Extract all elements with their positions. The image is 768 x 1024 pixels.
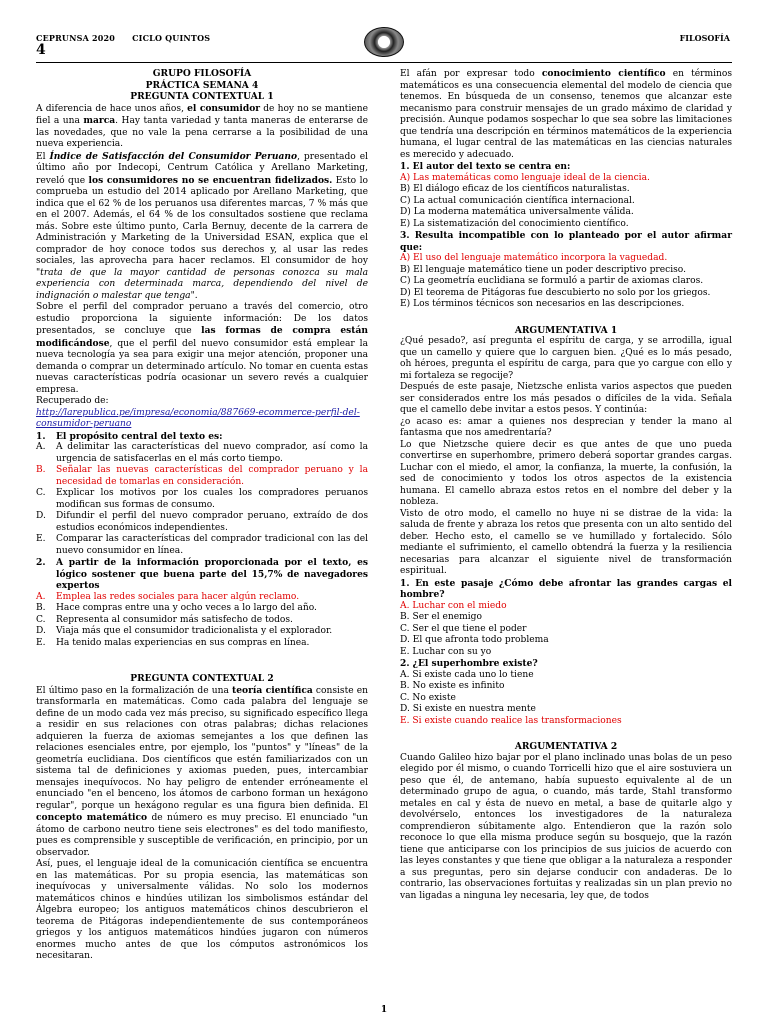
option-c: C. No existe <box>400 692 456 703</box>
option-b-answer: B. Señalar las nuevas características del comprador peruano y la necesidad de tomarlas en consideración. <box>36 465 368 487</box>
university-seal-logo <box>364 27 404 57</box>
pc1-paragraph-2: El Índice de Satisfacción del Consumidor Peruano, presentado el último año por Indecopi, Centrum Católica y Arellano Marketing, reveló que los consumidores no se encuentran fidelizados. Esto lo comprueba un estudio del 2014 aplicado por Arellano Marketing, que indica que el 62 % de los peruanos usa diferentes marcas, 7 % más que en el 2007. Además, el 64 % de los consultados sostiene que reclama más. Sobre este último punto, Carla Bernuy, decente de la carrera de Administración y Marketing de la Universidad ESAN, explica que el comprador de hoy conoce todos sus derechos y, al usar las redes sociales, las aprovecha para hacer reclamos. El consumidor de hoy "trata de que la mayor cantidad de personas conozca su mala experiencia con determinada marca, dependiendo del nivel de indignación o malestar que tenga". <box>36 150 369 301</box>
option-a-answer: A) El uso del lenguaje matemático incorpora la vaguedad. <box>400 253 668 263</box>
header-subject: FILOSOFÍA <box>679 33 730 43</box>
pc1-question-2: 2. A partir de la información proporcionada por el texto, es lógico sostener que buena parte del 15,7% de navegadores expertos <box>36 557 368 591</box>
arg1-paragraph-1: ¿Qué pesado?, así pregunta el espíritu de carga, y se arrodilla, igual que un camello y quiere que lo carguen bien. ¿Qué es lo más pesado, oh héroes, pregunta el espíritu de carga, para que yo cargue con ello y mi fortaleza se regocije? <box>400 336 732 381</box>
recovered-label: Recuperado de: <box>36 396 109 406</box>
pc2-paragraph-2: Así, pues, el lenguaje ideal de la comunicación científica se encuentra en las matemáticas. Por su propia esencia, las matemáticas son inequívocas y universalmente válidas. No solo los modernos matemáticos chinos e hindúes utilizan los simbolismos estándar del Álgebra europeo; los antiguos matemáticos chinos descubrieron el teorema de Pitágoras independientemente de sus contemporáneos griegos y los antiguos matemáticos hindúes jugaron con números enormes mucho antes de que los cómputos astronómicos los necesitaran. <box>36 859 368 961</box>
option-e: E. Luchar con su yo <box>400 646 492 657</box>
arg1-heading: ARGUMENTATIVA 1 <box>514 324 618 336</box>
option-d: D. Si existe en nuestra mente <box>400 704 536 714</box>
arg1-question-1: 1. En este pasaje ¿Cómo debe afrontar las grandes cargas el hombre? <box>400 577 733 600</box>
option-b: B. Hace compras entre una y ocho veces a lo largo del año. <box>36 603 317 613</box>
source-link[interactable]: http://larepublica.pe/impresa/economia/887669-ecommerce-perfil-del-consumidor-peruano <box>36 407 360 429</box>
option-e: E) Los términos técnicos son necesarios en las descripciones. <box>400 299 685 309</box>
pc1-heading: PREGUNTA CONTEXTUAL 1 <box>130 91 274 102</box>
header-cycle: CICLO QUINTOS <box>132 33 211 43</box>
practice-title: PRÁCTICA SEMANA 4 <box>145 79 259 91</box>
arg1-paragraph-2: Después de este pasaje, Nietzsche enlista varios aspectos que pueden ser considerados entre los más pesados o difíciles de la vida. Señala que el camello debe invitar a estos pesos. Y continúa: <box>400 382 732 415</box>
option-c: C. Ser el que tiene el poder <box>400 623 527 634</box>
arg1-paragraph-4: Lo que Nietzsche quiere decir es que antes de que uno pueda convertirse en superhombre, primero deberá soportar grandes cargas. Luchar con el miedo, el amor, la confianza, la muerte, la confusión, la sed de conocimiento y todos los otros aspectos de la existencia humana. El camello abraza estos retos en el nombre del deber y la nobleza. <box>400 439 732 507</box>
option-e: E) La sistematización del conocimiento científico. <box>400 218 629 229</box>
arg2-paragraph-1: Cuando Galileo hizo bajar por el plano inclinado unas bolas de un peso elegido por él mismo, o cuando Torricelli hizo que el aire sostuviera un peso que él, de antemano, había supuesto equivalente al de un determinado grupo de agua, o cuando, más tarde, Stahl transformo metales en cal y ésta de nuevo en metal, a base de quitarle algo y devolvérselo, entonces los investigadores de la naturaleza comprendieron súbitamente algo. Entendieron que la razón solo reconoce lo que ella misma produce según su bosquejo, que la razón tiene que anticiparse con los principios de sus juicios de acuerdo con las leyes constantes y que tiene que obligar a la naturaleza a responder a sus preguntas, pero sin dejarse conducir con andaderas. De lo contrario, las observaciones fortuitas y realizadas sin un plan previo no van ligadas a ninguna ley necesaria, ley que, de todos <box>400 752 732 901</box>
header-institution: CEPRUNSA 2020 <box>36 33 116 43</box>
pc1-paragraph-1: A diferencia de hace unos años, el consumidor de hoy no se mantiene fiel a una marca. Hay tanta variedad y tanta maneras de enterarse de las novedades, que no vale la pena cerrarse a la posibilidad de una nueva experiencia. <box>36 102 368 149</box>
option-d: D) El teorema de Pitágoras fue descubierto no solo por los griegos. <box>400 287 711 298</box>
pc1-question-1: 1. El propósito central del texto es: <box>36 430 223 442</box>
option-a: A. Si existe cada uno lo tiene <box>400 669 534 680</box>
option-a-answer: A. Emplea las redes sociales para hacer algún reclamo. <box>36 591 300 602</box>
option-a-answer: A) Las matemáticas como lenguaje ideal de la ciencia. <box>400 172 650 183</box>
option-c: C. Explicar los motivos por los cuales los compradores peruanos modifican sus formas de consumo. <box>36 488 368 510</box>
pc2-paragraph-1: El último paso en la formalización de una teoría científica consiste en transformarla en matemáticas. Como cada palabra del lenguaje se define de un modo cada vez más preciso, su significado específico llega a residir en sus relaciones con otras palabras; dichas relaciones adquieren la fuerza de axiomas semejantes a los que definen las relaciones esenciales entre, por ejemplo, los "puntos" y "líneas" de la geometría euclidiana. Dos científicos que estén familiarizados con un sistema tal de definiciones y axiomas pueden, pues, intercambiar mensajes inequívocos. No hay peligro de entender erróneamente el enunciado "en el benceno, los átomos de carbono forman un hexágono regular", porque un hexágono regular es una figura bien definida. El concepto matemático de número es muy preciso. El enunciado "un átomo de carbono neutro tiene seis electrones" es del todo manifiesto, pues es comprensible y susceptible de verificación, en principio, por un observador. <box>36 684 368 858</box>
pc2-heading: PREGUNTA CONTEXTUAL 2 <box>130 673 274 684</box>
pc2-question-3: 3. Resulta incompatible con lo planteado por el autor afirmar que: <box>400 230 732 253</box>
pc1-q2-options <box>36 592 368 650</box>
option-b: B) El lenguaje matemático tiene un poder descriptivo preciso. <box>400 264 686 275</box>
option-a-answer: A. Luchar con el miedo <box>400 600 507 611</box>
option-d: D. Difundir el perfil del nuevo comprador peruano, extraído de dos estudios económicos independientes. <box>36 511 368 533</box>
option-e: E. Ha tenido malas experiencias en sus compras en línea. <box>36 637 310 648</box>
option-d: D. El que afronta todo problema <box>400 635 549 645</box>
option-b: B. Ser el enemigo <box>400 612 482 622</box>
group-title: GRUPO FILOSOFÍA <box>152 68 252 79</box>
option-d: D) La moderna matemática universalmente válida. <box>400 207 634 217</box>
pc1-paragraph-3: Sobre el perfil del comprador peruano a través del comercio, otro estudio proporciona la siguiente información: De los datos presentados, se concluye que las formas de compra están modificándose, que el perfil del nuevo consumidor está emplear la nueva tecnología ya sea para exigir una mejor atención, proponer una demanda o comprar un determinado artículo. No tomar en cuenta estas nuevas características podría ocasionar un severo revés a cualquier empresa. <box>36 302 368 395</box>
header-divider <box>36 62 732 63</box>
arg1-paragraph-5: Visto de otro modo, el camello no huye ni se distrae de la vida: la saluda de frente y abraza los retos que presenta con un alto sentido del deber. Hecho esto, el camello se ve humillado y fortalecido. Sólo mediante el sufrimiento, el camello obtendrá la fuerza y la resiliencia necesarias para alcanzar el siguiente nivel de transformación espiritual. <box>400 508 732 576</box>
option-e-answer: E. Si existe cuando realice las transformaciones <box>400 715 622 726</box>
arg1-question-2: 2. ¿El superhombre existe? <box>400 658 538 669</box>
option-c: C. Representa al consumidor más satisfecho de todos. <box>36 614 293 625</box>
header-left <box>36 33 224 43</box>
pc2-question-1: 1. El autor del texto se centra en: <box>400 161 571 172</box>
header-number: 4 <box>36 42 46 58</box>
option-b: B. No existe es infinito <box>400 681 505 691</box>
arg2-heading: ARGUMENTATIVA 2 <box>514 741 618 752</box>
left-column <box>36 68 368 963</box>
pc2-paragraph-3: El afán por expresar todo conocimiento científico en términos matemáticos es una consecuencia elemental del modelo de ciencia que tenemos. En búsqueda de un consenso, tenemos que alcanzar este mecanismo para construir mensajes de un grado máximo de claridad y precisión. Aunque podamos sospechar lo que sea sobre las limitaciones que tendría una descripción en términos matemáticos de la experiencia humana, el lugar central de las matemáticas en las ciencias naturales es merecido y adecuado. <box>400 68 732 160</box>
option-a: A. A delimitar las características del nuevo comprador, así como la urgencia de satisfacerlas en el más corto tiempo. <box>36 442 368 464</box>
right-column <box>400 68 732 902</box>
option-d: D. Viaja más que el consumidor tradicionalista y el explorador. <box>36 626 333 636</box>
page-number: 1 <box>380 1005 388 1015</box>
option-b: B) El diálogo eficaz de los científicos naturalistas. <box>400 184 630 194</box>
arg1-paragraph-3: ¿o acaso es: amar a quienes nos desprecian y tender la mano al fantasma que nos amedrentaría? <box>400 416 732 438</box>
option-c: C) La geometría euclidiana se formuló a partir de axiomas claros. <box>400 276 704 286</box>
option-e: E. Comparar las características del comprador tradicional con las del nuevo consumidor en línea. <box>36 534 368 556</box>
pc1-q1-options <box>36 442 368 557</box>
option-c: C) La actual comunicación científica internacional. <box>400 195 635 206</box>
